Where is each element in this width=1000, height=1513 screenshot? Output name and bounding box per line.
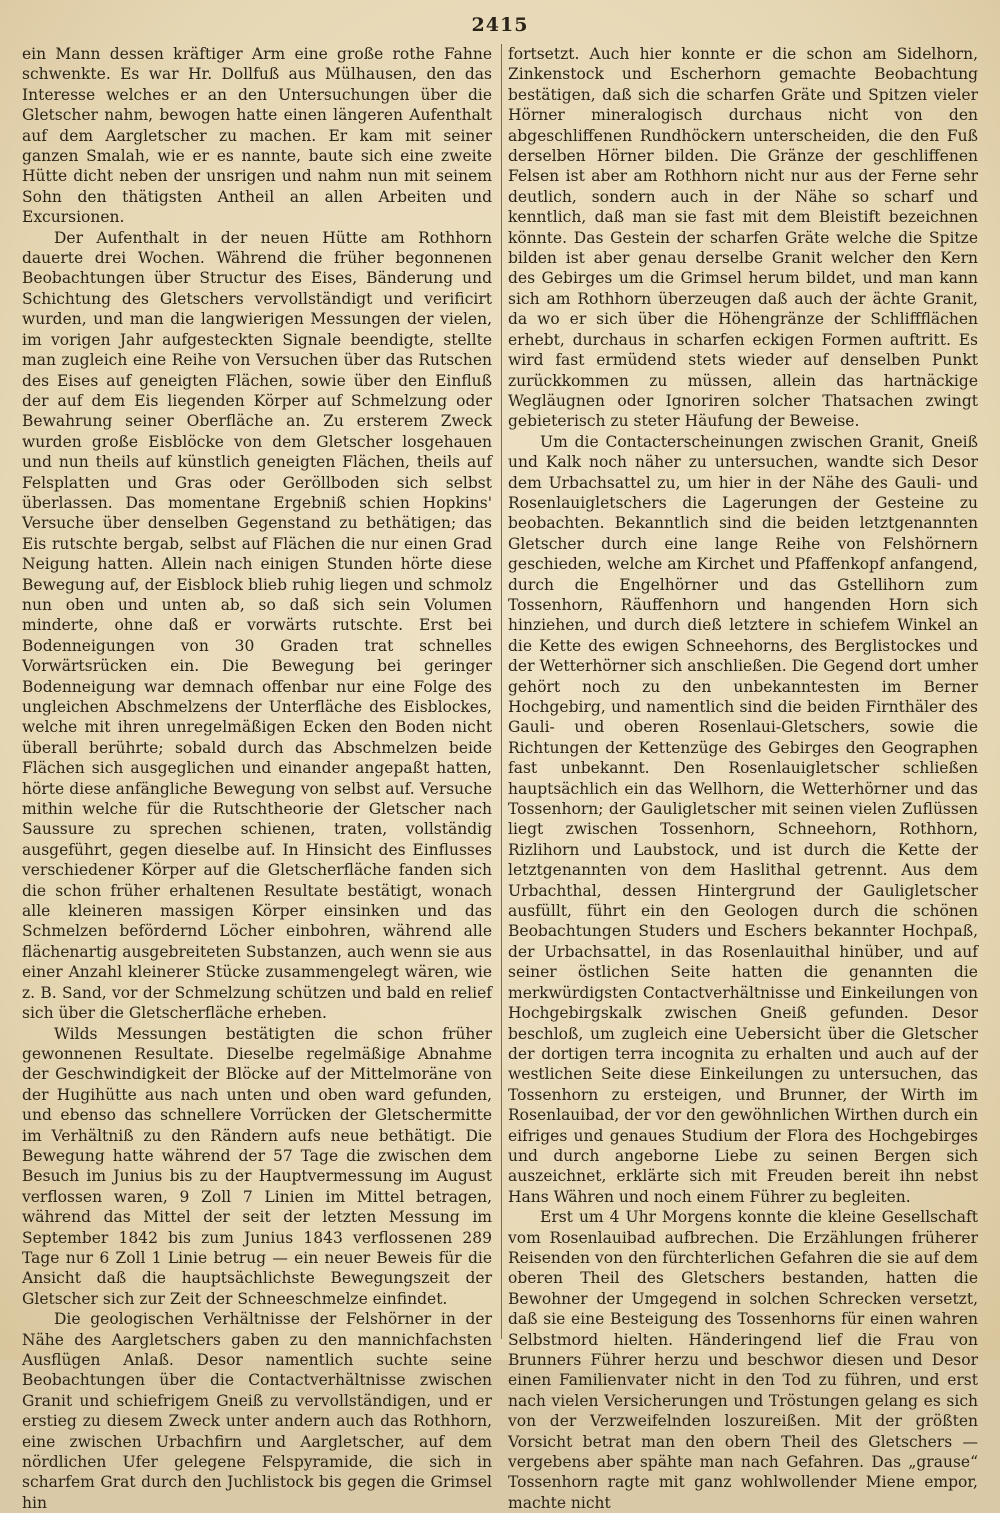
page-number: 2415 (471, 14, 529, 36)
paragraph: Wilds Messungen bestätigten die schon früher gewonnenen Resultate. Dieselbe regelmäßige Abnahme der Geschwindigkeit der Blöcke auf der Mittelmoräne von der Hugihütte aus nach unten und oben ward gefunden, und ebenso das schnellere Vorrücken der Gletschermitte im Verhältniß zu den Rändern aufs neue bethätigt. Die Bewegung hatte während der 57 Tage die zwischen dem Besuch im Junius bis zu der Hauptvermessung im August verflossen waren, 9 Zoll 7 Linien im Mittel betragen, während das Mittel der seit der letzten Messung im September 1842 bis zum Junius 1843 verflossenen 289 Tage nur 6 Zoll 1 Linie betrug — ein neuer Beweis für die Ansicht daß die hauptsächlichste Bewegungszeit der Gletscher sich zur Zeit der Schneeschmelze einfindet. (22, 1024, 492, 1308)
left-column (22, 44, 492, 1513)
right-column (508, 44, 978, 1513)
paragraph: Die geologischen Verhältnisse der Felshörner in der Nähe des Aargletschers gaben zu den mannichfachsten Ausflügen Anlaß. Desor namentlich suchte seine Beobachtungen über die Contactverhältnisse zwischen Granit und schiefrigem Gneiß zu vervollständigen, und er erstieg zu diesem Zweck unter andern auch das Rothhorn, eine zwischen Urbachfirn und Aargletscher, auf dem nördlichen Ufer gelegene Felspyramide, die sich in scharfem Grat durch den Juchlistock bis gegen die Grimsel hin (22, 1310, 492, 1512)
column-divider (501, 44, 502, 1339)
paragraph: Erst um 4 Uhr Morgens konnte die kleine Gesellschaft vom Rosenlauibad aufbrechen. Die Erzählungen früherer Reisenden von den fürchterlichen Gefahren die sie auf dem oberen Theil des Gletschers bestanden, hatten die Bewohner der Umgegend in solchen Schrecken versetzt, daß sie eine Besteigung des Tossenhorns für einen wahren Selbstmord hielten. Händeringend lief die Frau von Brunners Führer herzu und beschwor diesen und Desor einen Familienvater nicht in den Tod zu führen, und erst nach vielen Versicherungen und Tröstungen gelang es sich von der Verzweifelnden loszureißen. Mit der größten Vorsicht betrat man den obern Theil des Gletschers — vergebens aber spähte man nach Gefahren. Das „grause“ Tossenhorn ragte mit ganz wohlwollender Miene empor, machte nicht (508, 1208, 978, 1512)
paragraph: ein Mann dessen kräftiger Arm eine große rothe Fahne schwenkte. Es war Hr. Dollfuß aus Mülhausen, den das Interesse welches er an den Untersuchungen über die Gletscher nahm, bewogen hatte einen längeren Aufenthalt auf dem Aargletscher zu machen. Er kam mit seiner ganzen Smalah, wie er es nannte, baute sich eine zweite Hütte dicht neben der unsrigen und nahm nun mit seinem Sohn den thätigsten Antheil an allen Arbeiten und Excursionen. (22, 45, 492, 227)
paragraph: Um die Contacterscheinungen zwischen Granit, Gneiß und Kalk noch näher zu untersuchen, wandte sich Desor dem Urbachsattel zu, um hier in der Nähe des Gauli- und Rosenlauigletschers die Lagerungen der Gesteine zu beobachten. Bekanntlich sind die beiden letztgenannten Gletscher durch eine lange Reihe von Felshörnern geschieden, welche am Kirchet und Pfaffenkopf anfangend, durch die Engelhörner und das Gstellihorn zum Tossenhorn, Räuffenhorn und hangenden Horn sich hinziehen, und durch dieß letztere in schiefem Winkel an die Kette des ewigen Schneehorns, des Berglistockes und der Wetterhörner sich anschließen. Die Gegend dort umher gehört noch zu den unbekanntesten im Berner Hochgebirg, und namentlich sind die beiden Firnthäler des Gauli- und oberen Rosenlaui-Gletschers, sowie die Richtungen der Kettenzüge des Gebirges den Geographen fast unbekannt. Den Rosenlauigletscher schließen hauptsächlich ein das Wellhorn, die Wetterhörner und das Tossenhorn; der Gauligletscher mit seinen vielen Zuflüssen liegt zwischen Tossenhorn, Schneehorn, Rothhorn, Rizlihorn und Laubstock, und ist durch die Kette der letztgenannten von dem Haslithal getrennt. Aus dem Urbachthal, dessen Hintergrund der Gauligletscher ausfüllt, führt ein den Geologen durch die schönen Beobachtungen Studers und Eschers bekannter Hochpaß, der Urbachsattel, in das Rosenlauithal hinüber, und auf seiner östlichen Seite hatten die genannten die merkwürdigsten Contactverhältnisse und Einkeilungen von Hochgebirgskalk zwischen Gneiß gefunden. Desor beschloß, um zugleich eine Uebersicht über die Gletscher der dortigen terra incognita zu erhalten und auch auf der westlichen Seite diese Einkeilungen zu untersuchen, das Tossenhorn zu ersteigen, und Brunner, der Wirth im Rosenlauibad, der vor den gewöhnlichen Wirthen durch ein eifriges und genaues Studium der Flora des Hochgebirges und durch angeborne Liebe zu seinen Bergen sich auszeichnet, erklärte sich mit Freuden bereit ihn nebst Hans Währen und noch einem Führer zu begleiten. (508, 432, 978, 1206)
paragraph: Der Aufenthalt in der neuen Hütte am Rothhorn dauerte drei Wochen. Während die früher begonnenen Beobachtungen über Structur des Eises, Bänderung und Schichtung des Gletschers vervollständigt und verificirt wurden, und man die langwierigen Messungen der vielen, im vorigen Jahr aufgesteckten Signale beendigte, stellte man zugleich eine Reihe von Versuchen über das Rutschen des Eises auf geneigten Flächen, sowie über den Einfluß der auf dem Eis liegenden Körper auf Schmelzung oder Bewahrung seiner Oberfläche an. Zu ersterem Zweck wurden große Eisblöcke von dem Gletscher losgehauen und nun theils auf künstlich geneigten Flächen, theils auf Felsplatten und Gras oder Geröllboden sich selbst überlassen. Das momentane Ergebniß schien Hopkins' Versuche über denselben Gegenstand zu bethätigen; das Eis rutschte bergab, selbst auf Flächen die nur einen Grad Neigung hatten. Allein nach einigen Stunden hörte diese Bewegung auf, der Eisblock blieb ruhig liegen und schmolz nun oben und unten ab, so daß sich sein Volumen minderte, ohne daß er vorwärts rutschte. Erst bei Bodenneigungen von 30 Graden trat schnelles Vorwärtsrücken ein. Die Bewegung bei geringer Bodenneigung war demnach offenbar nur eine Folge des ungleichen Abschmelzens der Unterfläche des Eisblockes, welche mit ihren unregelmäßigen Ecken den Boden nicht überall berührte; sobald durch das Abschmelzen beide Flächen sich ausgeglichen und einander angepaßt hatten, hörte diese anfängliche Bewegung von selbst auf. Versuche mithin welche für die Rutschtheorie der Gletscher nach Saussure zu sprechen schienen, traten, vollständig ausgeführt, gegen dieselbe auf. In Hinsicht des Einflusses verschiedener Körper auf die Gletscherfläche fanden sich die schon früher erhaltenen Resultate bestätigt, wonach alle kleineren massigen Körper einsinken und das Schmelzen befördernd Löcher einbohren, während alle flächenartig ausgebreiteten Substanzen, auch wenn sie aus einer Anzahl kleinerer Stücke zusammengelegt wären, wie z. B. Sand, vor der Schmelzung schützen und bald en relief sich über die Gletscherfläche erheben. (22, 228, 492, 1023)
paragraph: fortsetzt. Auch hier konnte er die schon am Sidelhorn, Zinkenstock und Escherhorn gemachte Beobachtung bestätigen, daß sich die scharfen Gräte und Spitzen vieler Hörner mineralogisch durchaus nicht von den abgeschliffenen Rundhöckern unterscheiden, die den Fuß derselben Hörner bilden. Die Gränze der geschliffenen Felsen ist aber am Rothhorn nicht nur aus der Ferne sehr deutlich, sondern auch in der Nähe so scharf und kenntlich, daß man sie fast mit dem Bleistift bezeichnen könnte. Das Gestein der scharfen Gräte welche die Spitze bilden ist aber genau derselbe Granit welcher den Kern des Gebirges um die Grimsel herum bildet, und man kann sich am Rothhorn überzeugen daß auch der ächte Granit, da wo er sich über die Höhengränze der Schliffflächen erhebt, durchaus in scharfen eckigen Formen auftritt. Es wird fast ermüdend stets wieder auf denselben Punkt zurückkommen zu müssen, allein das hartnäckige Wegläugnen oder Ignoriren solcher Thatsachen zwingt gebieterisch zu steter Häufung der Beweise. (508, 45, 978, 431)
